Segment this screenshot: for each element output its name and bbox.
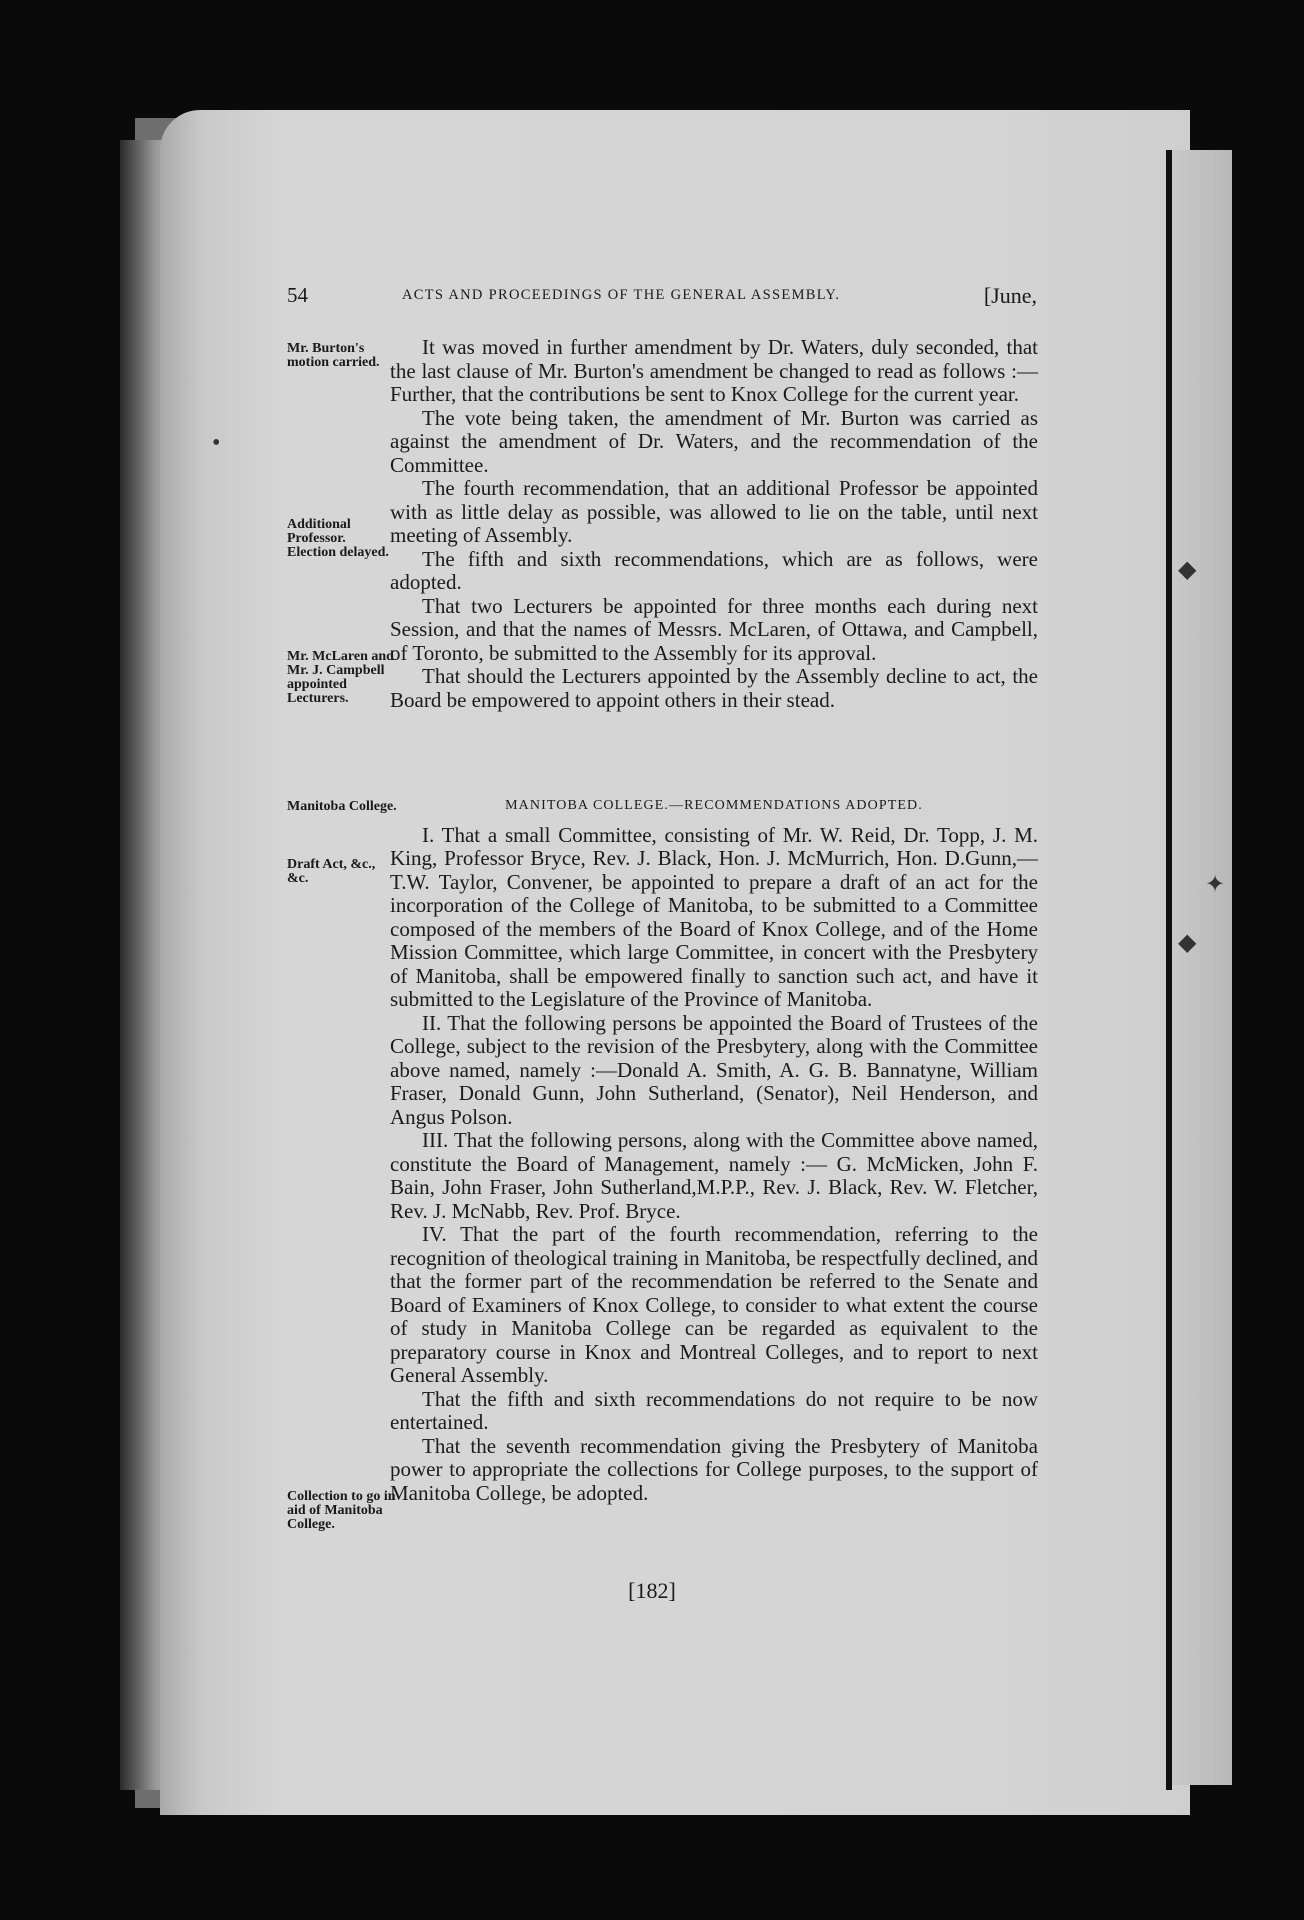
header-month: [June, xyxy=(983,283,1037,308)
margin-note-professor: Additional Professor. Election delayed. xyxy=(287,517,389,560)
scan-mark: ◆ xyxy=(1178,930,1197,956)
paragraph: The fourth recommendation, that an additional Professor be appointed with as little delay as possible, was allowed to lie on the table, until next meeting of Assembly. xyxy=(390,476,1038,547)
paragraph: That the fifth and sixth recommendations do not require to be now entertained. xyxy=(390,1386,1038,1434)
scan-mark: ◆ xyxy=(1178,557,1197,583)
footer-page-number: [182] xyxy=(628,1578,676,1603)
paragraph: II. That the following persons be appointed the Board of Trustees of the College, subject to the revision of the Presbytery, along with the Committee above named, namely :—Donald A. Smith, A. G. B. Bannatyne, William Fraser, Donald Gunn, John Sutherland, (Senator), Neil Henderson, and Angus Polson. xyxy=(390,1010,1038,1129)
paragraph: The fifth and sixth recommendations, which are as follows, were adopted. xyxy=(390,546,1038,594)
paragraph: That should the Lecturers appointed by the Assembly decline to act, the Board be empowered to appoint others in their stead. xyxy=(390,664,1038,712)
scan-mark: ✦ xyxy=(1205,872,1226,898)
margin-note-manitoba: Manitoba College. xyxy=(287,799,397,814)
text-block-manitoba xyxy=(390,794,1038,1505)
margin-note-burton: Mr. Burton's motion carried. xyxy=(287,341,380,370)
margin-note-lecturers: Mr. McLaren and Mr. J. Campbell appointed Lecturers. xyxy=(287,649,394,706)
running-title: ACTS AND PROCEEDINGS OF THE GENERAL ASSEMBLY. xyxy=(402,287,841,303)
paragraph: IV. That the part of the fourth recommendation, referring to the recognition of theological training in Manitoba, be respectfully declined, and that the former part of the recommendation be referred to the Senate and Board of Examiners of Knox College, to consider to what extent the course of study in Manitoba College can be regarded as equivalent to the preparatory course in Knox and Montreal Colleges, and to report to next General Assembly. xyxy=(390,1222,1038,1387)
paragraph: III. That the following persons, along with the Committee above named, constitute the Board of Management, namely :— G. McMicken, John F. Bain, John Fraser, John Sutherland,M.P.P., Rev. J. Black, Rev. W. Fletcher, Rev. J. McNabb, Rev. Prof. Bryce. xyxy=(390,1128,1038,1223)
margin-note-collection: Collection to go in aid of Manitoba College. xyxy=(287,1489,396,1532)
paragraph: It was moved in further amendment by Dr. Waters, duly seconded, that the last clause of Mr. Burton's amendment be changed to read as follows :—Further, that the contributions be sent to Knox College for the current year. xyxy=(390,335,1038,406)
paragraph: That the seventh recommendation giving the Presbytery of Manitoba power to appropriate the collections for College purposes, to the support of Manitoba College, be adopted. xyxy=(390,1433,1038,1505)
running-header xyxy=(287,283,1037,311)
text-block-upper xyxy=(390,336,1038,712)
paragraph: That two Lecturers be appointed for three months each during next Session, and that the names of Messrs. McLaren, of Ottawa, and Campbell, of Toronto, be submitted to the Assembly for its approval. xyxy=(390,593,1038,665)
paragraph: The vote being taken, the amendment of Mr. Burton was carried as against the amendment of Dr. Waters, and the recommendation of the Committee. xyxy=(390,405,1038,477)
facing-page xyxy=(1172,150,1232,1785)
scan-mark: • xyxy=(212,430,221,456)
paragraph: I. That a small Committee, consisting of Mr. W. Reid, Dr. Topp, J. M. King, Professor Bryce, Rev. J. Black, Hon. J. McMurrich, Hon. D.Gunn,—T.W. Taylor, Convener, be appointed to prepare a draft of an act for the incorporation of the College of Manitoba, to be submitted to a Committee composed of the members of the Board of Knox College, and of the Home Mission Committee, which large Committee, in concert with the Presbytery of Manitoba, shall be empowered finally to sanction such act, and have it submitted to the Legislature of the Province of Manitoba. xyxy=(390,822,1038,1011)
page-number: 54 xyxy=(287,283,308,307)
section-heading: MANITOBA COLLEGE.—RECOMMENDATIONS ADOPTED. xyxy=(505,798,923,813)
margin-note-draft-act: Draft Act, &c., &c. xyxy=(287,857,376,886)
